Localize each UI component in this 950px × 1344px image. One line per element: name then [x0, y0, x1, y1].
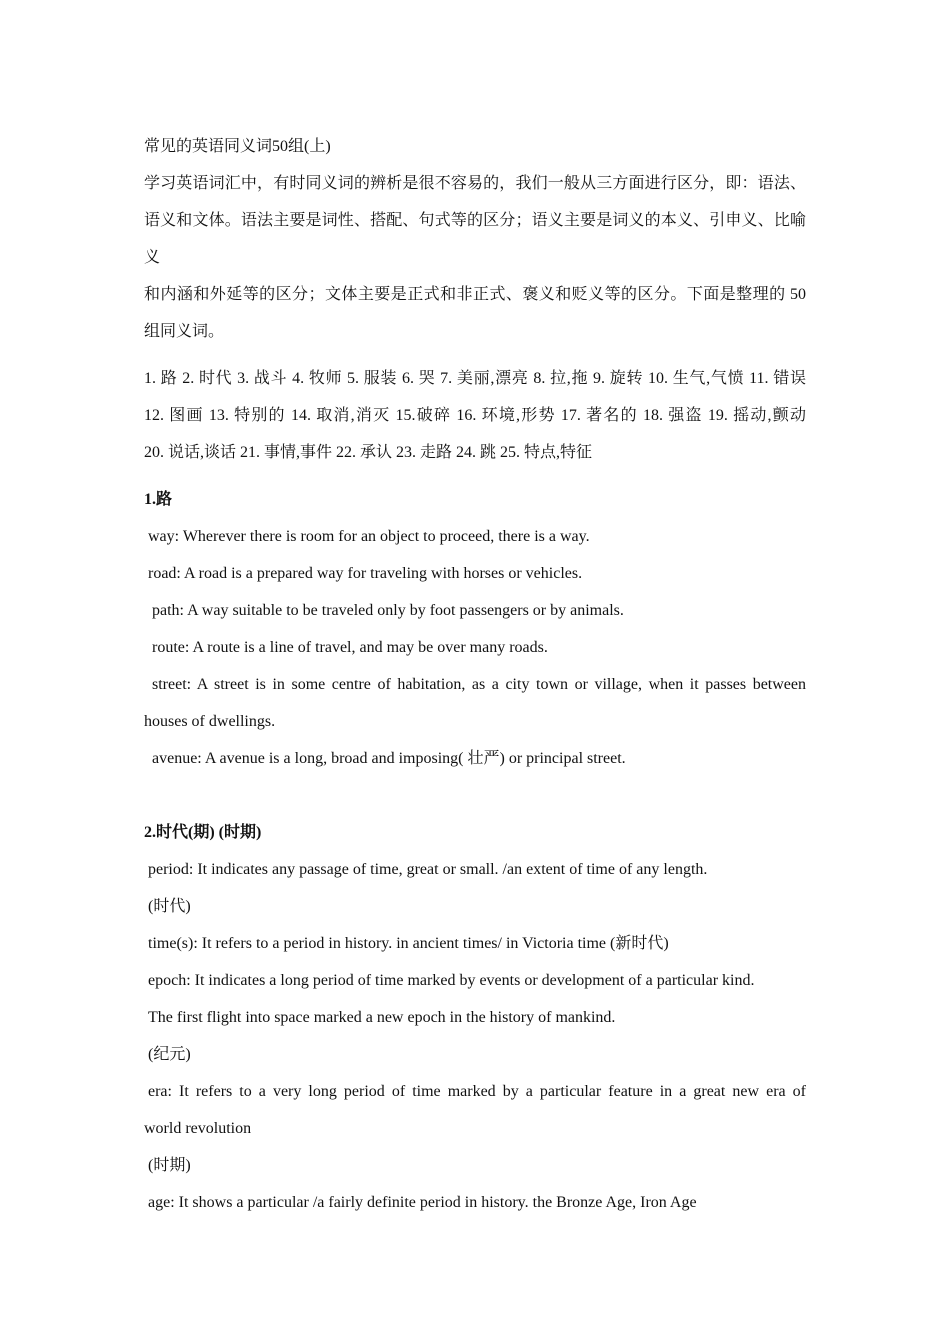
definition-line: The first flight into space marked a new epoch in the history of mankind. — [148, 1009, 616, 1026]
definition-line: road: A road is a prepared way for traveling with horses or vehicles. — [148, 565, 583, 582]
document-page — [144, 128, 806, 1221]
definition-line: age: It shows a particular /a fairly definite period in history. the Bronze Age, Iron Age — [148, 1194, 697, 1211]
section-heading: 2.时代(期) (时期) — [144, 824, 262, 841]
index-line: 12. 图画 13. 特别的 14. 取消,消灭 15.破碎 16. 环境,形势 17. 著名的 18. 强盗 19. 摇动,颤动 — [144, 407, 806, 424]
definition-line: era: It refers to a very long period of time marked by a particular feature in a great new era of — [148, 1083, 806, 1100]
index-line: 20. 说话,谈话 21. 事情,事件 22. 承认 23. 走路 24. 跳 25. 特点,特征 — [144, 444, 593, 461]
spacer — [144, 471, 806, 481]
definition-line: route: A route is a line of travel, and may be over many roads. — [152, 639, 548, 656]
intro-line: 学习英语词汇中，有时同义词的辨析是很不容易的，我们一般从三方面进行区分，即：语法、 — [144, 175, 806, 192]
definition-line: avenue: A avenue is a long, broad and imposing( 壮严) or principal street. — [152, 750, 626, 767]
definition-line: way: Wherever there is room for an object to proceed, there is a way. — [148, 528, 590, 545]
intro-line: 和内涵和外延等的区分；文体主要是正式和非正式、褒义和贬义等的区分。下面是整理的 50 — [144, 286, 806, 303]
intro-line: 语义和文体。语法主要是词性、搭配、句式等的区分；语义主要是词义的本义、引申义、比喻义 — [144, 212, 806, 266]
definition-line: street: A street is in some centre of habitation, as a city town or village, when it passes between — [152, 676, 806, 693]
document-title: 常见的英语同义词50组(上) — [144, 138, 331, 155]
intro-line: 组同义词。 — [144, 323, 225, 340]
definition-line: epoch: It indicates a long period of time marked by events or development of a particular kind. — [148, 972, 755, 989]
spacer — [144, 777, 806, 814]
definition-line: period: It indicates any passage of time, great or small. /an extent of time of any length. — [148, 861, 708, 878]
definition-line: (时代) — [148, 898, 191, 915]
definition-line: world revolution — [144, 1120, 252, 1137]
definition-line: (时期) — [148, 1157, 191, 1174]
spacer — [144, 350, 806, 360]
section-heading: 1.路 — [144, 491, 173, 508]
definition-line: (纪元) — [148, 1046, 191, 1063]
index-line: 1. 路 2. 时代 3. 战斗 4. 牧师 5. 服装 6. 哭 7. 美丽,漂亮 8. 拉,拖 9. 旋转 10. 生气,气愤 11. 错误 — [144, 370, 806, 387]
definition-line: time(s): It refers to a period in history. in ancient times/ in Victoria time (新时代) — [148, 935, 669, 952]
definition-line: path: A way suitable to be traveled only by foot passengers or by animals. — [152, 602, 624, 619]
definition-line: houses of dwellings. — [144, 713, 276, 730]
